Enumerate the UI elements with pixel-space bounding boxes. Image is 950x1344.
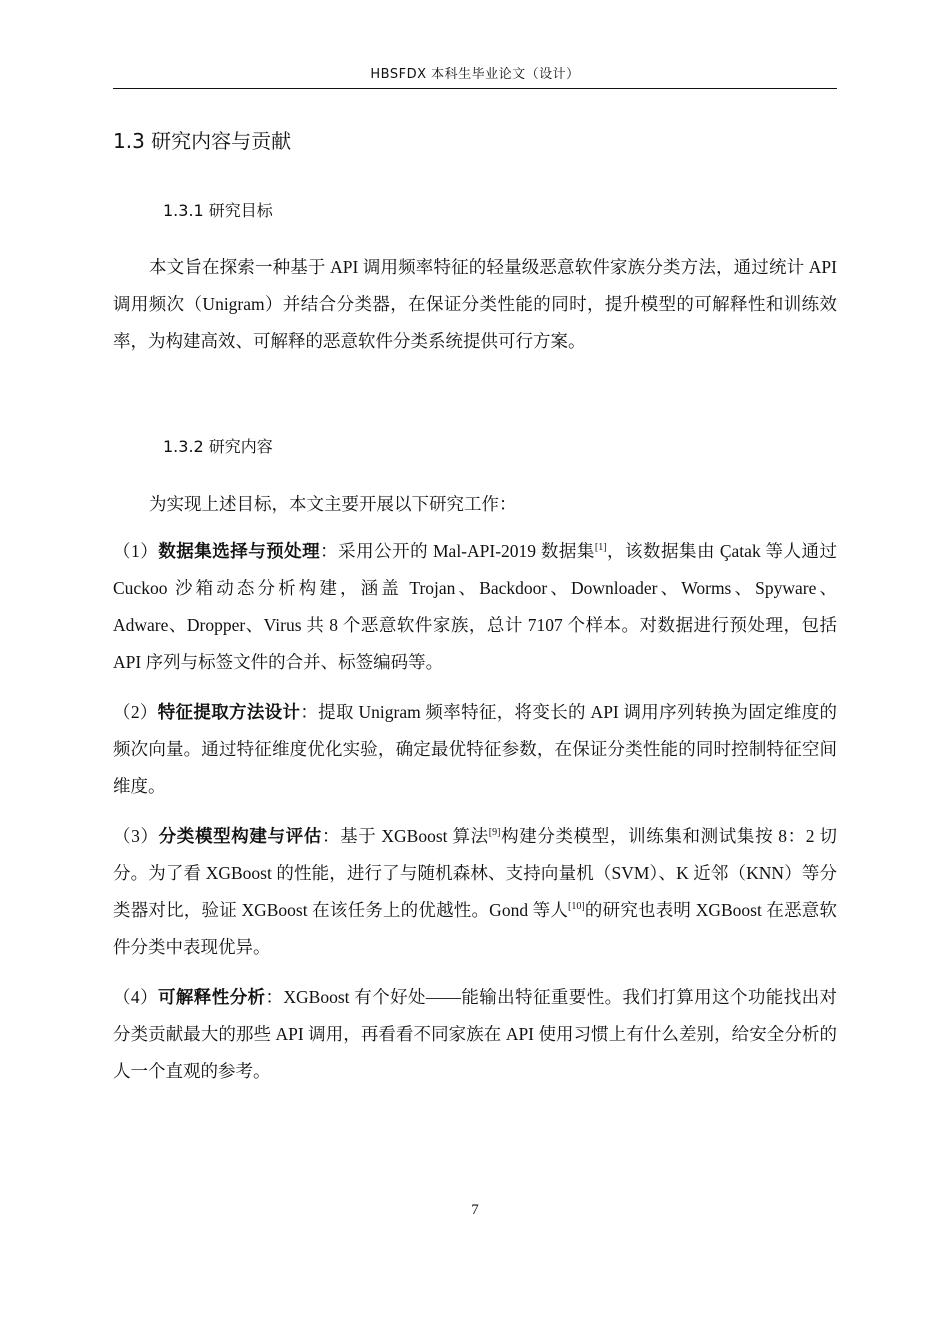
item-heading: 数据集选择与预处理	[158, 541, 321, 561]
item-text: 基于 XGBoost 算法	[340, 826, 489, 846]
item-prefix: （2）	[113, 702, 158, 722]
item-colon: ：	[320, 541, 339, 561]
citation-ref: [9]	[488, 827, 501, 839]
research-item-4	[113, 979, 837, 1090]
item-prefix: （1）	[113, 541, 159, 561]
research-item-2	[113, 694, 837, 805]
item-heading: 可解释性分析	[157, 987, 266, 1007]
citation-ref: [1]	[594, 542, 607, 554]
subsection-heading-research-content: 1.3.2 研究内容	[163, 437, 273, 456]
item-heading: 特征提取方法设计	[157, 702, 301, 722]
item-text: 采用公开的 Mal-API-2019 数据集	[338, 541, 595, 561]
item-colon: ：	[300, 702, 319, 722]
research-content-intro: 为实现上述目标，本文主要开展以下研究工作：	[149, 494, 517, 514]
item-prefix: （4）	[113, 987, 158, 1007]
section-heading: 1.3 研究内容与贡献	[113, 129, 292, 153]
item-colon: ：	[321, 826, 341, 846]
item-heading: 分类模型构建与评估	[158, 826, 322, 846]
item-text: XGBoost 有个好处——能输出特征重要性。我们打算用这个功能找出对分类贡献最大的那些 API 调用，再看看不同家族在 API 使用习惯上有什么差别，给安全分析的人一个直观的参考。	[113, 987, 838, 1081]
subsection-heading-research-goal: 1.3.1 研究目标	[163, 201, 273, 220]
item-text: 的研究也表明 XGBoost 在恶意软件分类中表现优异。	[113, 900, 837, 957]
citation-ref: [10]	[568, 901, 585, 913]
item-text: ，该数据集由 Çatak 等人通过 Cuckoo 沙箱动态分析构建，涵盖 Trojan、Backdoor、Downloader、Worms、Spyware、Adware、Dropper、Virus 共 8 个恶意软件家族，总计 7107 个样本。对数据进行预处理，包括 API 序列与标签文件的合并、标签编码等。	[113, 541, 838, 672]
page-number: 7	[471, 1202, 479, 1218]
research-item-3	[113, 818, 837, 966]
research-goal-paragraph: 本文旨在探索一种基于 API 调用频率特征的轻量级恶意软件家族分类方法，通过统计 API 调用频次（Unigram）并结合分类器，在保证分类性能的同时，提升模型的可解释性和训练效率，为构建高效、可解释的恶意软件分类系统提供可行方案。	[113, 257, 837, 351]
item-colon: ：	[265, 987, 284, 1007]
research-item-1	[113, 533, 837, 681]
item-text: 构建分类模型，训练集和测试集按 8：2 切分。为了看 XGBoost 的性能，进行了与随机森林、支持向量机（SVM）、K 近邻（KNN）等分类器对比，验证 XGBoost 在该任务上的优越性。Gond 等人	[113, 826, 838, 920]
item-text: 提取 Unigram 频率特征，将变长的 API 调用序列转换为固定维度的频次向量。通过特征维度优化实验，确定最优特征参数，在保证分类性能的同时控制特征空间维度。	[113, 702, 838, 796]
page-header: HBSFDX 本科生毕业论文（设计）	[113, 66, 837, 89]
item-prefix: （3）	[113, 826, 159, 846]
